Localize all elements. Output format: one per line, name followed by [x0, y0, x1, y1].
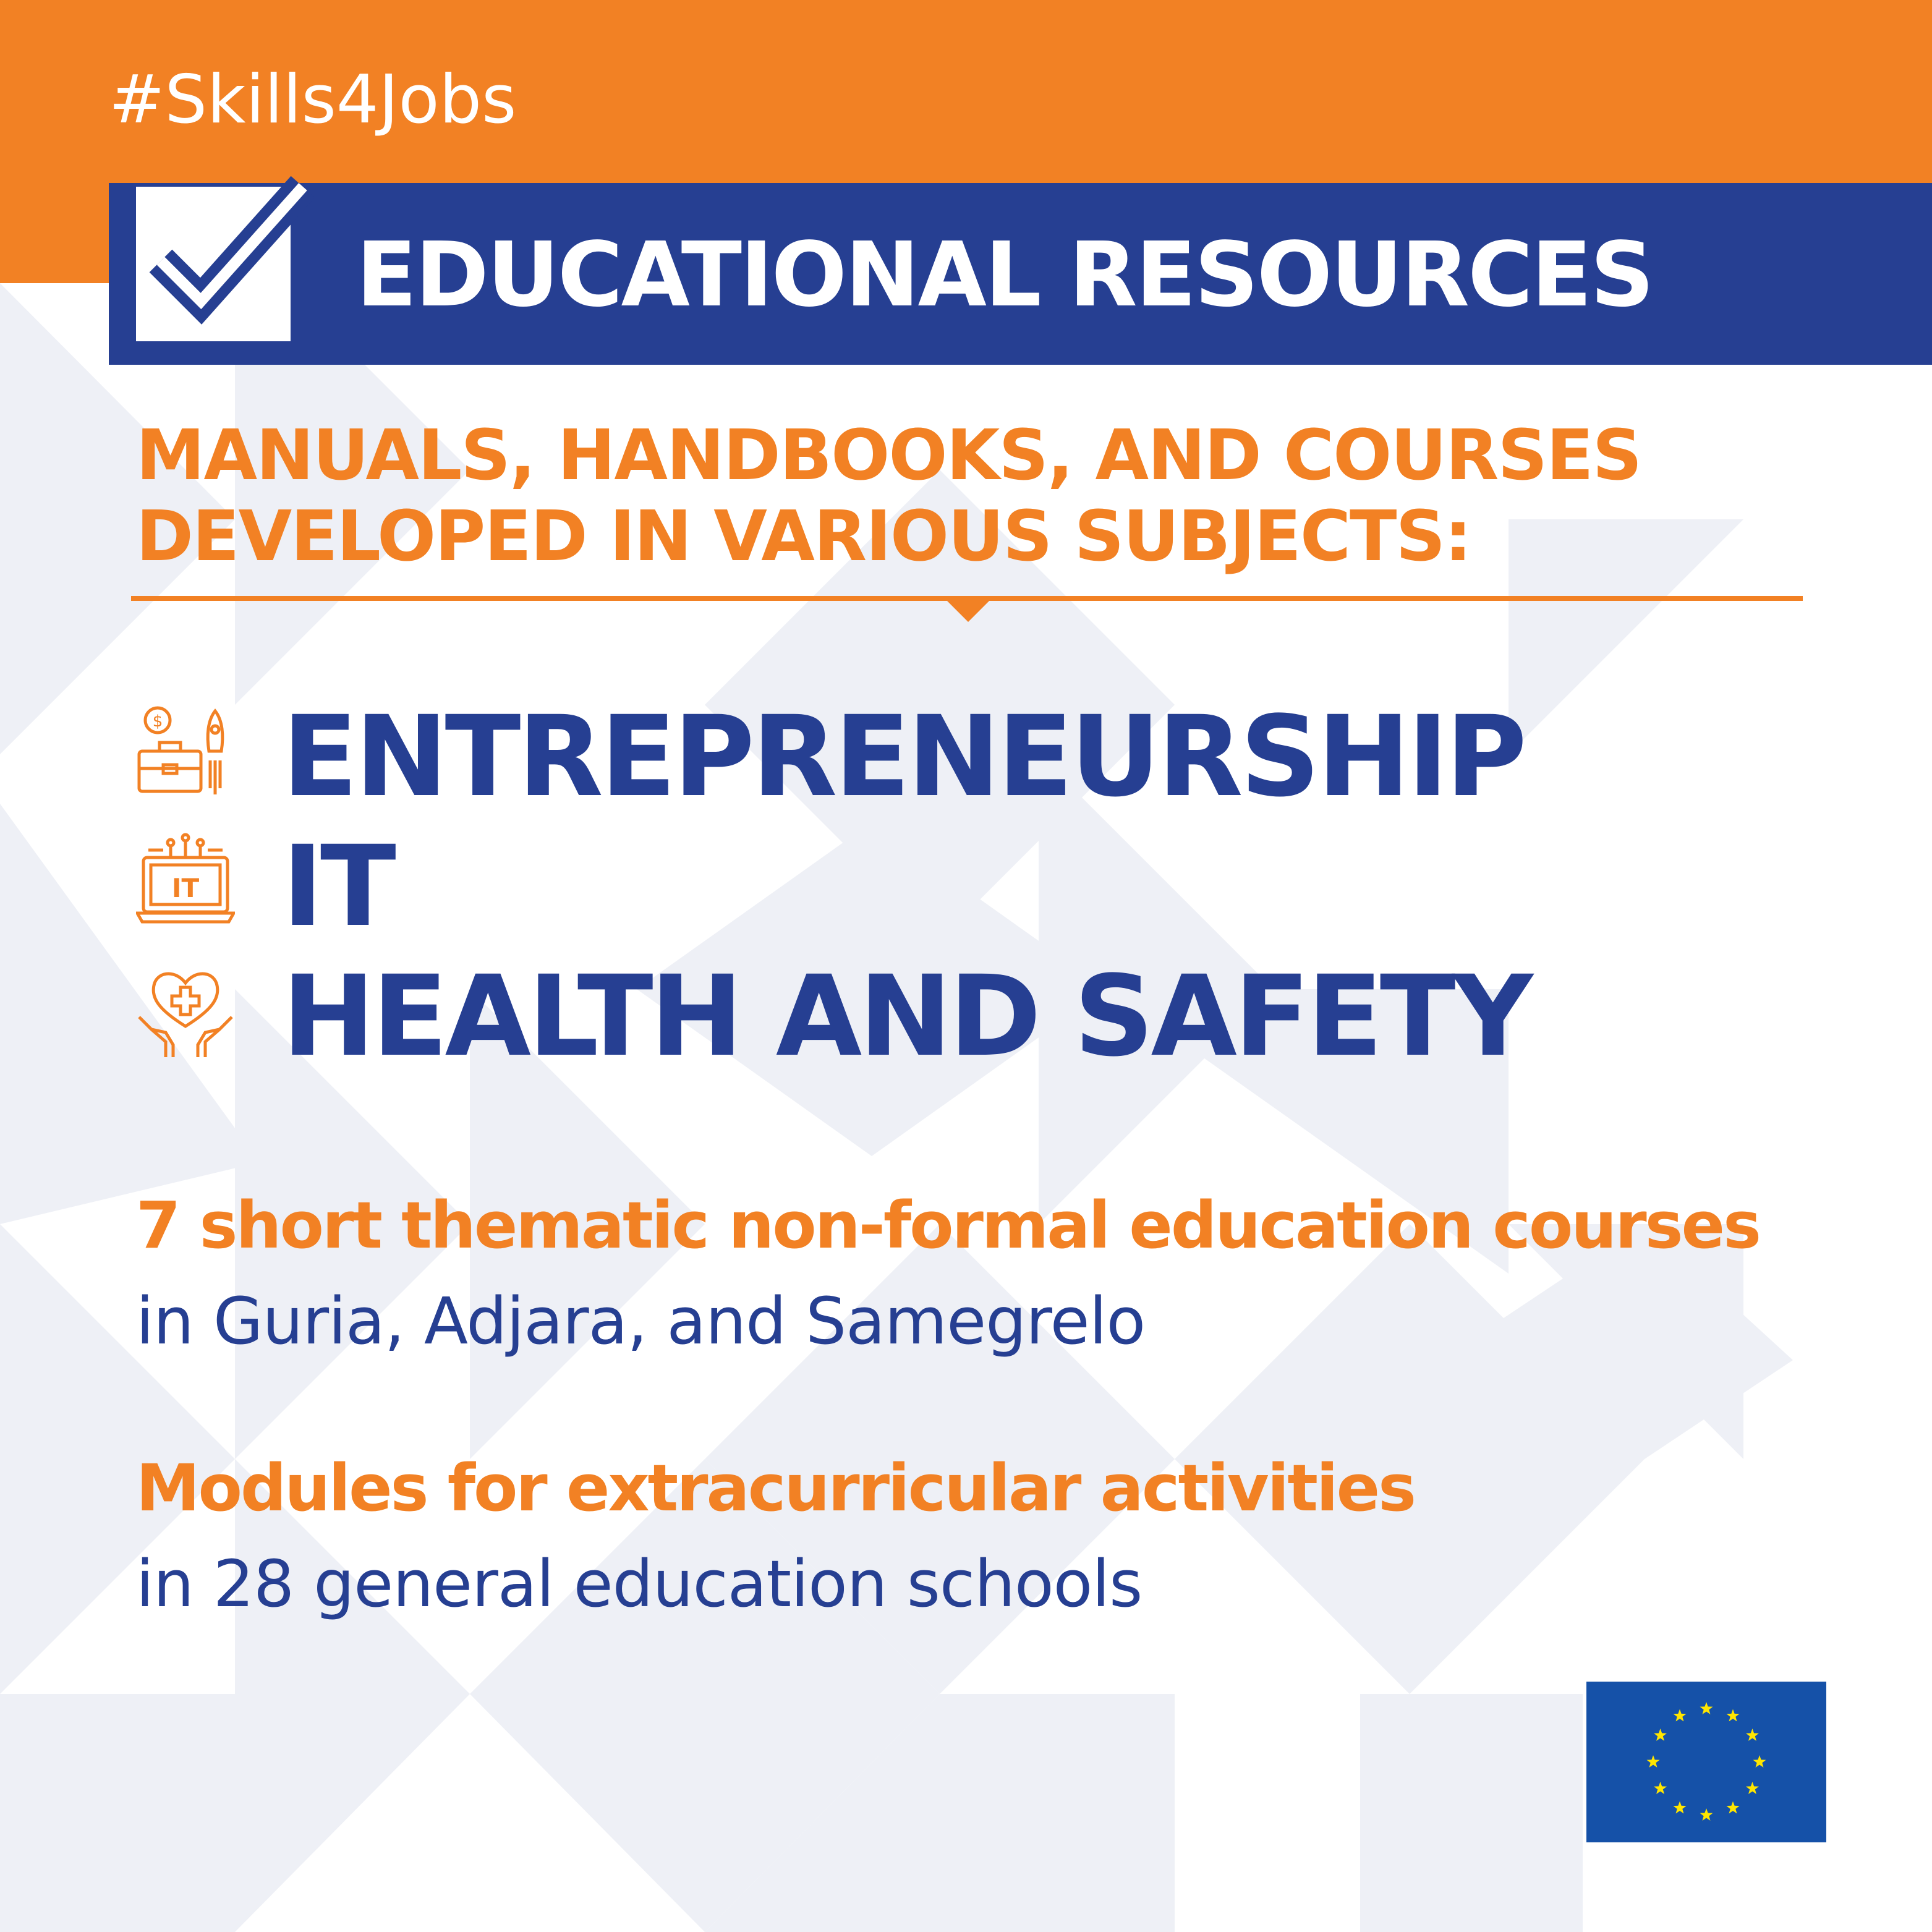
- health-hands-heart-icon: [136, 961, 235, 1060]
- course-description: in Guria, Adjara, and Samegrelo: [136, 1283, 1146, 1359]
- course-title: 7 short thematic non-formal education courses: [136, 1188, 1760, 1263]
- eu-flag-icon: [1586, 1682, 1826, 1842]
- page-title: EDUCATIONAL RESOURCES: [356, 223, 1653, 326]
- hashtag: #Skills4Jobs: [109, 61, 517, 138]
- entrepreneurship-icon: [136, 702, 235, 801]
- course-description: in 28 general education schools: [136, 1546, 1143, 1622]
- svg-text:$: $: [152, 712, 163, 731]
- subtitle: [136, 415, 1805, 577]
- subtitle-line: DEVELOPED IN VARIOUS SUBJECTS:: [136, 496, 1471, 577]
- course-title: Modules for extracurricular activities: [136, 1450, 1415, 1526]
- svg-text:IT: IT: [171, 873, 200, 903]
- divider: [131, 591, 1803, 628]
- subject-label: ENTREPRENEURSHIP: [282, 692, 1524, 822]
- subtitle-line: MANUALS, HANDBOOKS, AND COURSES: [136, 415, 1641, 496]
- checkbox-icon: [117, 162, 321, 347]
- it-laptop-icon: [136, 832, 235, 930]
- subject-label: IT: [282, 822, 393, 951]
- subject-label: HEALTH AND SAFETY: [282, 952, 1530, 1081]
